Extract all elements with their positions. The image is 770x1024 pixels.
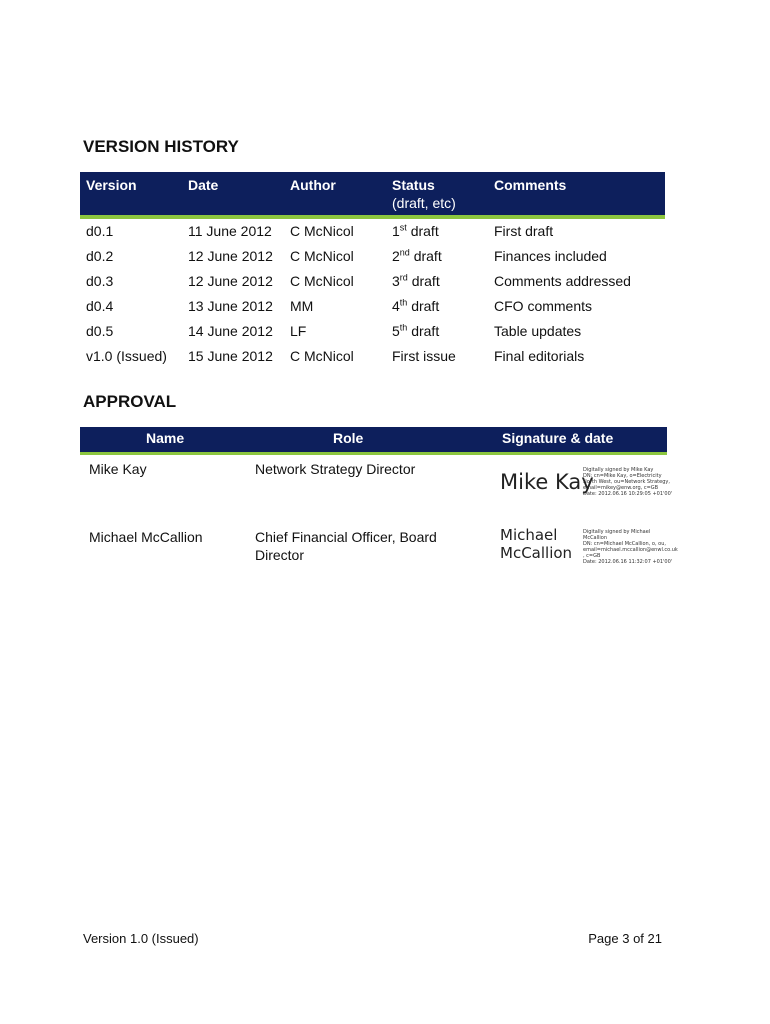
digital-signature [500,466,673,506]
cell-version: d0.3 [86,273,114,289]
header-status: Status (draft, etc) [392,177,456,211]
cell-comments: CFO comments [494,298,593,314]
cell-date: 12 June 2012 [188,248,273,264]
approver-role: Network Strategy Director [255,461,416,477]
header-version: Version [86,177,137,193]
cell-author: C McNicol [290,223,354,239]
header-author: Author [290,177,336,193]
cell-date: 13 June 2012 [188,298,273,314]
table-row [80,322,665,347]
cell-version: v1.0 (Issued) [86,348,167,364]
cell-date: 14 June 2012 [188,323,273,339]
header-signature: Signature & date [502,430,614,446]
table-row [80,347,665,372]
approval-row [80,460,673,520]
cell-status: 4th draft [392,297,440,314]
approver-name: Michael McCallion [89,529,203,545]
cell-status: 1st draft [392,222,439,239]
approver-name: Mike Kay [89,461,147,477]
signature-details: Digitally signed by Michael McCallion DN: cn=Michael McCallion, o, ou, email=michael.mccallion@enwl.co.uk , c=GB Date: 2012.06.16 11:32:07 +01'00' [583,529,678,565]
cell-status: 5th draft [392,322,440,339]
header-date: Date [188,177,219,193]
signature-name: Mike Kay [500,470,594,494]
header-comments: Comments [494,177,567,193]
table-row [80,272,665,297]
cell-comments: First draft [494,223,554,239]
signature-details: Digitally signed by Mike Kay DN: cn=Mike Kay, o=Electricity North West, ou=Network Strategy, email=mikey@enw.org, c=GB Date: 2012.06.16 10:29:05 +01'00' [583,467,673,497]
version-history-header-row [80,172,665,219]
cell-author: C McNicol [290,273,354,289]
cell-author: C McNicol [290,348,354,364]
approval-heading: APPROVAL [83,392,177,411]
table-row [80,222,665,247]
digital-signature [500,526,678,568]
cell-status: 2nd draft [392,247,442,264]
cell-comments: Comments addressed [494,273,631,289]
table-row [80,297,665,322]
version-history-heading: VERSION HISTORY [83,137,239,156]
table-row [80,247,665,272]
cell-comments: Finances included [494,248,607,264]
cell-status: 3rd draft [392,272,440,289]
cell-version: d0.5 [86,323,114,339]
footer-version: Version 1.0 (Issued) [83,931,199,946]
cell-version: d0.4 [86,298,114,314]
cell-version: d0.2 [86,248,114,264]
cell-date: 15 June 2012 [188,348,273,364]
cell-comments: Final editorials [494,348,585,364]
signature-name: Michael McCallion [500,526,573,562]
approver-role: Chief Financial Officer, Board Director [255,529,437,563]
approval-row [80,526,678,578]
header-role: Role [333,430,364,446]
cell-date: 12 June 2012 [188,273,273,289]
cell-status: First issue [392,348,456,364]
cell-author: LF [290,323,307,339]
footer-page-number: Page 3 of 21 [588,931,662,946]
cell-version: d0.1 [86,223,114,239]
approval-header-row [80,427,667,455]
cell-author: MM [290,298,314,314]
cell-comments: Table updates [494,323,582,339]
cell-date: 11 June 2012 [188,223,272,239]
cell-author: C McNicol [290,248,354,264]
header-name: Name [146,430,185,446]
